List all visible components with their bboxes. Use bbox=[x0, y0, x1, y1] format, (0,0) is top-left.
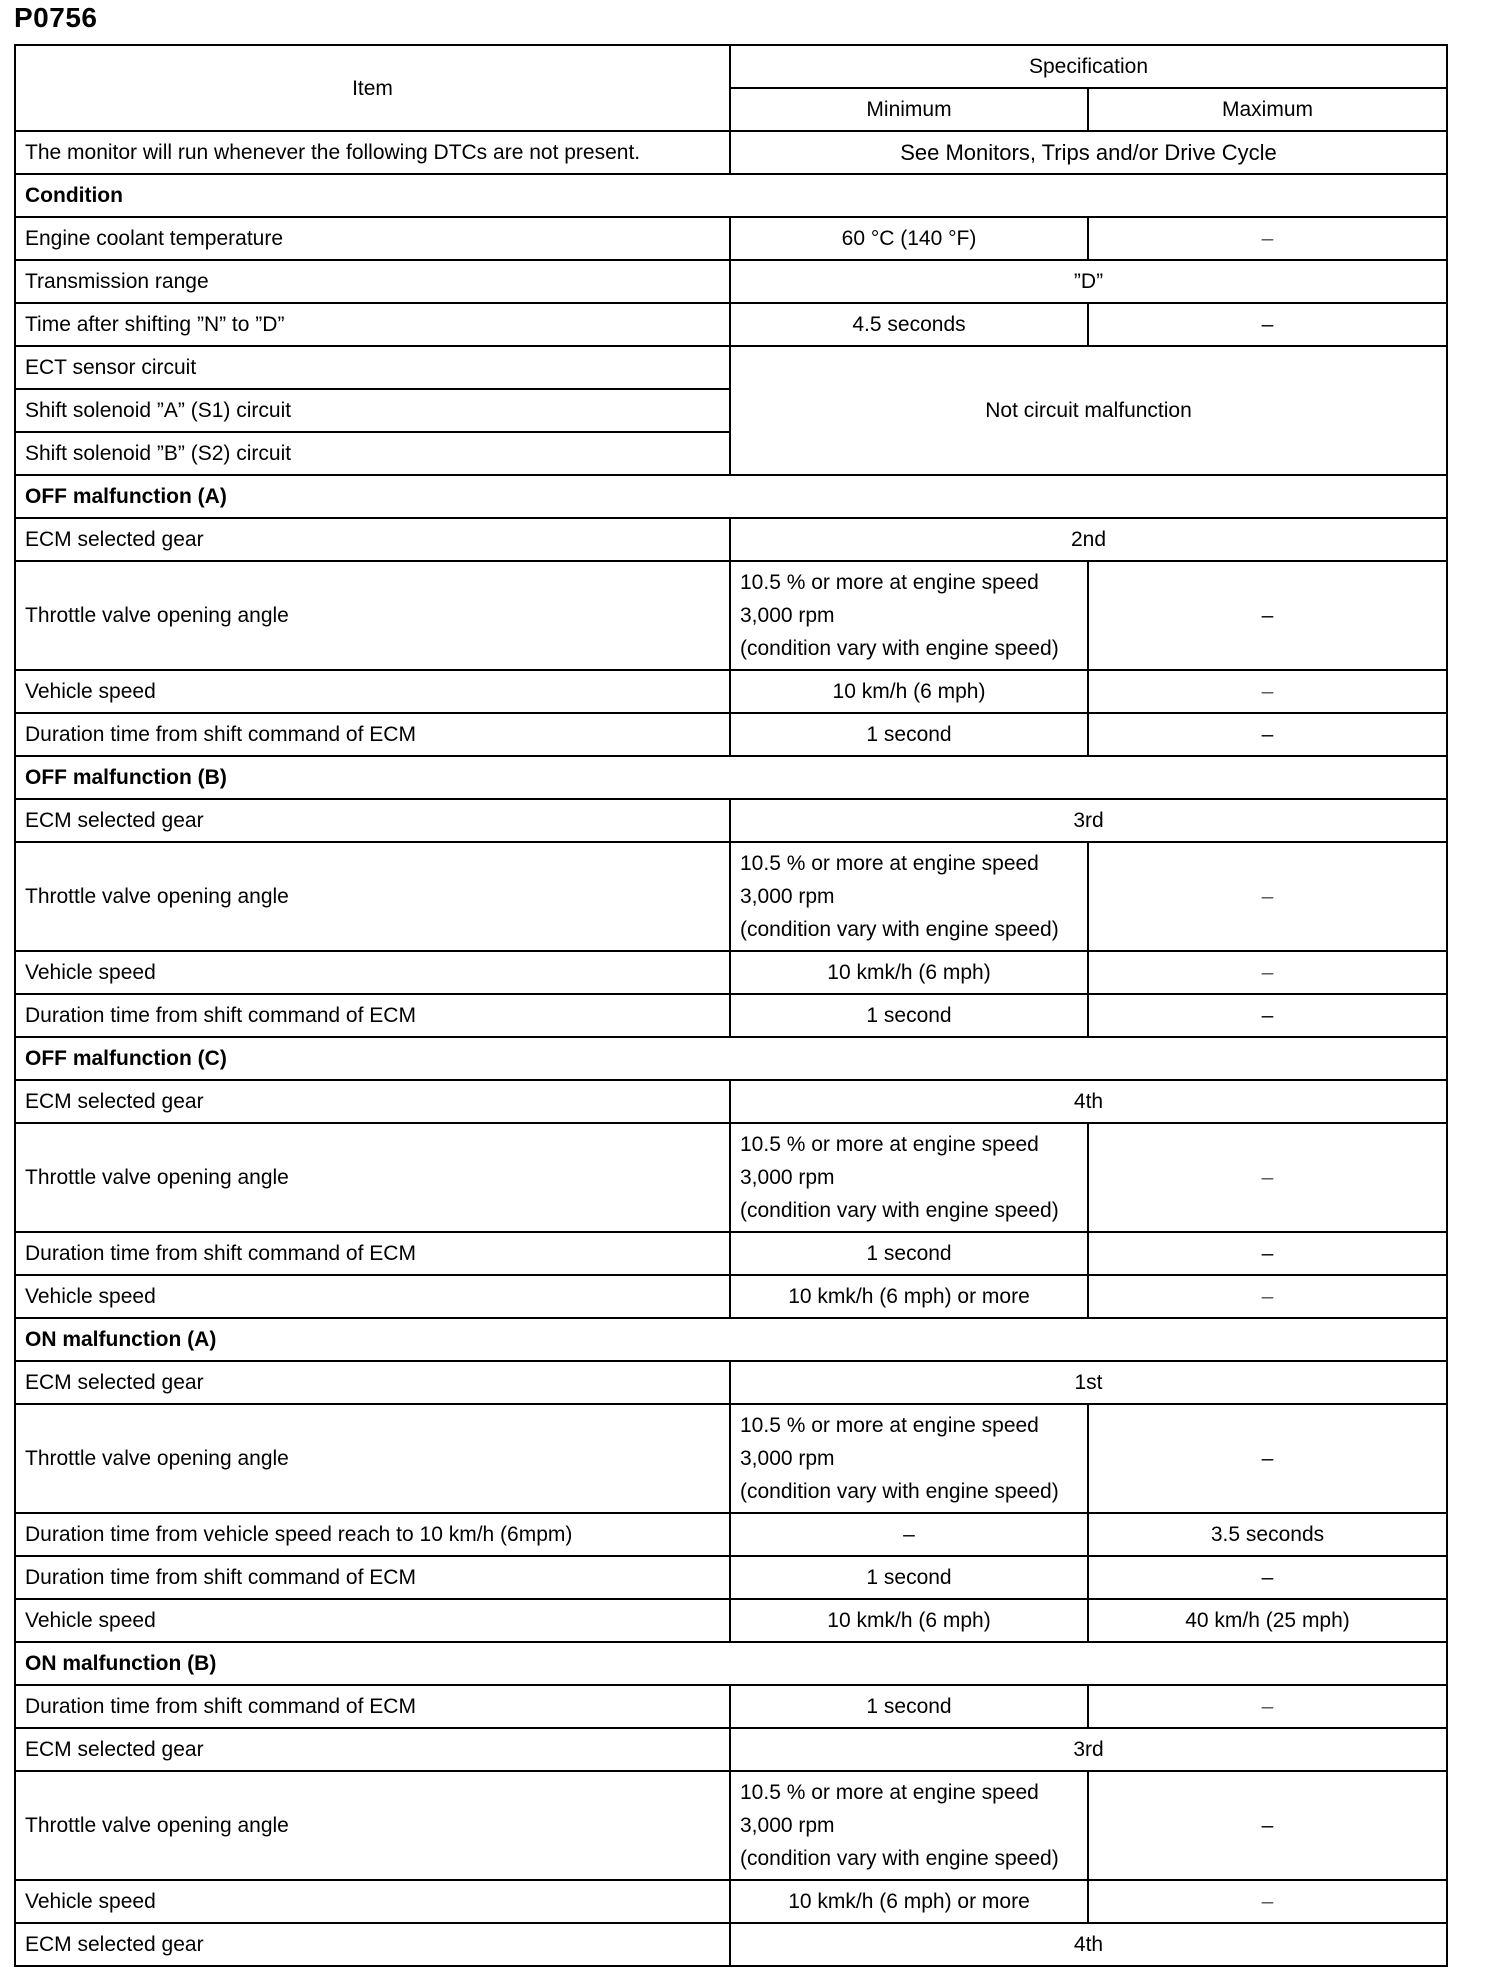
row-min: 1 second bbox=[730, 994, 1088, 1037]
row-item: Duration time from shift command of ECM bbox=[15, 1685, 730, 1728]
table-row bbox=[15, 131, 1447, 174]
row-max: – bbox=[1088, 1880, 1447, 1923]
row-item: Duration time from shift command of ECM bbox=[15, 1556, 730, 1599]
table-row bbox=[15, 670, 1447, 713]
row-min: 60 °C (140 °F) bbox=[730, 217, 1088, 260]
row-item: Shift solenoid ”B” (S2) circuit bbox=[15, 432, 730, 475]
table-row bbox=[15, 1923, 1447, 1966]
row-item: Duration time from shift command of ECM bbox=[15, 1232, 730, 1275]
row-item: ECT sensor circuit bbox=[15, 346, 730, 389]
row-min: 1 second bbox=[730, 1685, 1088, 1728]
row-item: ECM selected gear bbox=[15, 1923, 730, 1966]
table-row bbox=[15, 303, 1447, 346]
min-line: 3,000 rpm bbox=[740, 885, 835, 908]
row-value: 3rd bbox=[730, 799, 1447, 842]
table-row bbox=[15, 1361, 1447, 1404]
row-min bbox=[730, 1404, 1088, 1513]
page-title: P0756 bbox=[14, 2, 98, 33]
row-min: 4.5 seconds bbox=[730, 303, 1088, 346]
row-min: 1 second bbox=[730, 1232, 1088, 1275]
row-max: – bbox=[1088, 217, 1447, 260]
table-row bbox=[15, 217, 1447, 260]
table-row bbox=[15, 1123, 1447, 1232]
spec-table bbox=[14, 44, 1448, 1967]
section-off-b: OFF malfunction (B) bbox=[15, 756, 1447, 799]
row-min: 10 kmk/h (6 mph) or more bbox=[730, 1880, 1088, 1923]
table-row bbox=[15, 1513, 1447, 1556]
row-item: Throttle valve opening angle bbox=[15, 1771, 730, 1880]
min-line: (condition vary with engine speed) bbox=[740, 1847, 1059, 1870]
min-line: 10.5 % or more at engine speed bbox=[740, 571, 1039, 594]
row-value: Not circuit malfunction bbox=[730, 346, 1447, 475]
row-max: – bbox=[1088, 1123, 1447, 1232]
row-item: ECM selected gear bbox=[15, 1361, 730, 1404]
row-item: Throttle valve opening angle bbox=[15, 842, 730, 951]
table-row bbox=[15, 1880, 1447, 1923]
section-on-a: ON malfunction (A) bbox=[15, 1318, 1447, 1361]
table-row bbox=[15, 1080, 1447, 1123]
row-item: Duration time from vehicle speed reach to 10 km/h (6mpm) bbox=[15, 1513, 730, 1556]
row-item: Throttle valve opening angle bbox=[15, 1123, 730, 1232]
min-line: 3,000 rpm bbox=[740, 1814, 835, 1837]
table-row bbox=[15, 799, 1447, 842]
row-item: Engine coolant temperature bbox=[15, 217, 730, 260]
row-item: Vehicle speed bbox=[15, 1275, 730, 1318]
min-line: 3,000 rpm bbox=[740, 604, 835, 627]
row-item: Transmission range bbox=[15, 260, 730, 303]
row-max: – bbox=[1088, 1556, 1447, 1599]
table-row bbox=[15, 713, 1447, 756]
header-minimum: Minimum bbox=[730, 88, 1088, 131]
row-max: – bbox=[1088, 670, 1447, 713]
header-maximum: Maximum bbox=[1088, 88, 1447, 131]
row-item: Vehicle speed bbox=[15, 1599, 730, 1642]
min-line: (condition vary with engine speed) bbox=[740, 1199, 1059, 1222]
row-value: 2nd bbox=[730, 518, 1447, 561]
table-row bbox=[15, 561, 1447, 670]
row-item: Throttle valve opening angle bbox=[15, 561, 730, 670]
row-max: – bbox=[1088, 303, 1447, 346]
row-item: ECM selected gear bbox=[15, 799, 730, 842]
table-row bbox=[15, 346, 1447, 389]
row-min bbox=[730, 842, 1088, 951]
row-min: 10 km/h (6 mph) bbox=[730, 670, 1088, 713]
table-row bbox=[15, 1728, 1447, 1771]
row-item: Vehicle speed bbox=[15, 670, 730, 713]
section-on-b: ON malfunction (B) bbox=[15, 1642, 1447, 1685]
row-min: 10 kmk/h (6 mph) bbox=[730, 951, 1088, 994]
row-item: ECM selected gear bbox=[15, 1728, 730, 1771]
row-max: – bbox=[1088, 561, 1447, 670]
row-max: 3.5 seconds bbox=[1088, 1513, 1447, 1556]
row-value: ”D” bbox=[730, 260, 1447, 303]
row-max: – bbox=[1088, 994, 1447, 1037]
table-row bbox=[15, 951, 1447, 994]
table-row bbox=[15, 260, 1447, 303]
row-item: Duration time from shift command of ECM bbox=[15, 713, 730, 756]
row-item: The monitor will run whenever the following DTCs are not present. bbox=[15, 131, 730, 174]
row-item: Duration time from shift command of ECM bbox=[15, 994, 730, 1037]
row-min: 10 kmk/h (6 mph) bbox=[730, 1599, 1088, 1642]
row-item: Vehicle speed bbox=[15, 1880, 730, 1923]
row-min: 10 kmk/h (6 mph) or more bbox=[730, 1275, 1088, 1318]
min-line: (condition vary with engine speed) bbox=[740, 918, 1059, 941]
row-max: – bbox=[1088, 713, 1447, 756]
row-min bbox=[730, 1123, 1088, 1232]
row-item: Vehicle speed bbox=[15, 951, 730, 994]
row-value: 3rd bbox=[730, 1728, 1447, 1771]
table-row bbox=[15, 1599, 1447, 1642]
table-row bbox=[15, 1556, 1447, 1599]
row-value: 1st bbox=[730, 1361, 1447, 1404]
row-value: 4th bbox=[730, 1080, 1447, 1123]
section-off-a: OFF malfunction (A) bbox=[15, 475, 1447, 518]
table-row bbox=[15, 1232, 1447, 1275]
row-max: – bbox=[1088, 1232, 1447, 1275]
row-item: Shift solenoid ”A” (S1) circuit bbox=[15, 389, 730, 432]
header-specification: Specification bbox=[730, 45, 1447, 88]
min-line: 10.5 % or more at engine speed bbox=[740, 852, 1039, 875]
min-line: 10.5 % or more at engine speed bbox=[740, 1781, 1039, 1804]
table-row bbox=[15, 1771, 1447, 1880]
row-max: – bbox=[1088, 1404, 1447, 1513]
row-max: – bbox=[1088, 1275, 1447, 1318]
min-line: (condition vary with engine speed) bbox=[740, 1480, 1059, 1503]
row-item: ECM selected gear bbox=[15, 1080, 730, 1123]
min-line: 10.5 % or more at engine speed bbox=[740, 1414, 1039, 1437]
row-item: ECM selected gear bbox=[15, 518, 730, 561]
row-max: – bbox=[1088, 842, 1447, 951]
table-row bbox=[15, 1404, 1447, 1513]
table-row bbox=[15, 1685, 1447, 1728]
row-item: Throttle valve opening angle bbox=[15, 1404, 730, 1513]
section-condition: Condition bbox=[15, 174, 1447, 217]
header-item: Item bbox=[15, 45, 730, 131]
min-line: 3,000 rpm bbox=[740, 1447, 835, 1470]
min-line: (condition vary with engine speed) bbox=[740, 637, 1059, 660]
row-min bbox=[730, 1771, 1088, 1880]
row-max: – bbox=[1088, 951, 1447, 994]
section-off-c: OFF malfunction (C) bbox=[15, 1037, 1447, 1080]
row-min: 1 second bbox=[730, 713, 1088, 756]
table-row bbox=[15, 994, 1447, 1037]
table-row bbox=[15, 1275, 1447, 1318]
row-min: 1 second bbox=[730, 1556, 1088, 1599]
min-line: 3,000 rpm bbox=[740, 1166, 835, 1189]
table-row bbox=[15, 842, 1447, 951]
table-row bbox=[15, 518, 1447, 561]
min-line: 10.5 % or more at engine speed bbox=[740, 1133, 1039, 1156]
row-min bbox=[730, 561, 1088, 670]
row-min: – bbox=[730, 1513, 1088, 1556]
row-value: 4th bbox=[730, 1923, 1447, 1966]
row-item: Time after shifting ”N” to ”D” bbox=[15, 303, 730, 346]
row-value: See Monitors, Trips and/or Drive Cycle bbox=[730, 131, 1447, 174]
row-max: 40 km/h (25 mph) bbox=[1088, 1599, 1447, 1642]
row-max: – bbox=[1088, 1771, 1447, 1880]
row-max: – bbox=[1088, 1685, 1447, 1728]
